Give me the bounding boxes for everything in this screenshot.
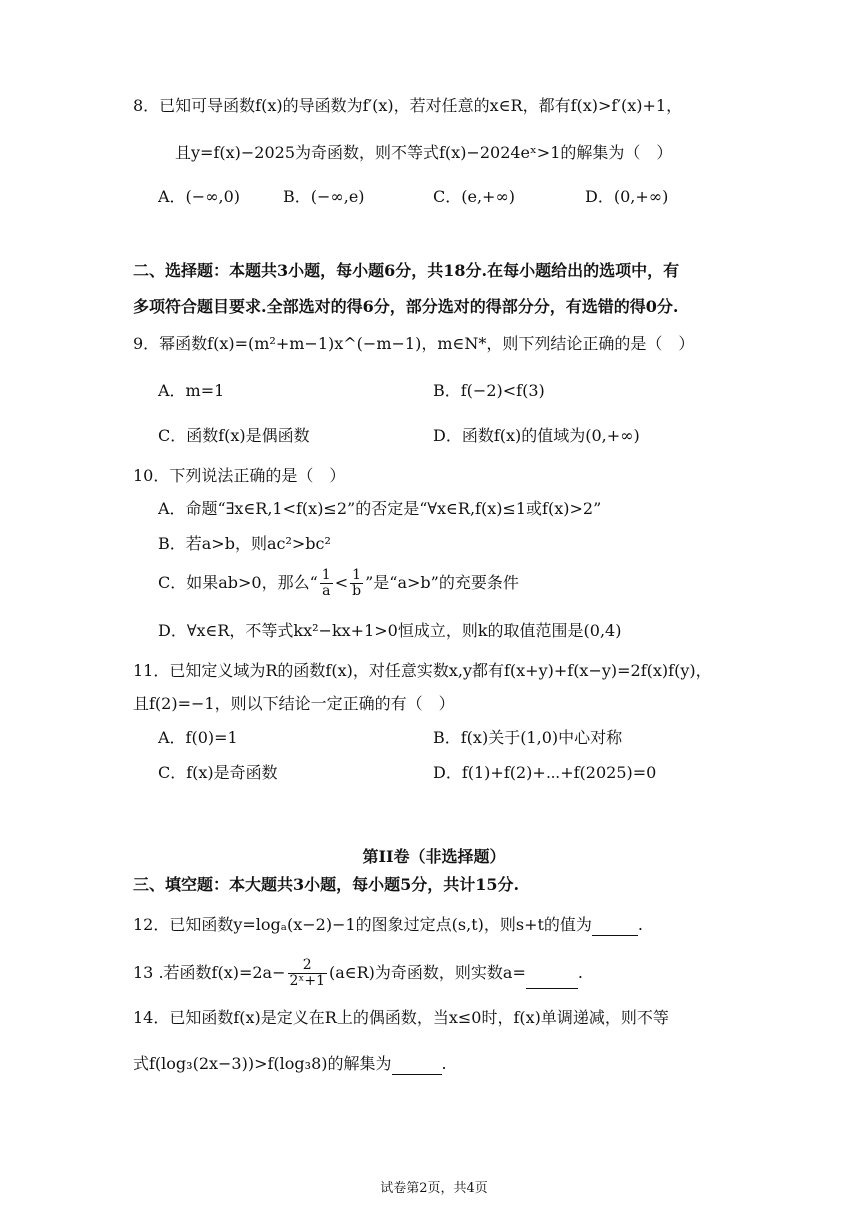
q13-denominator: 2ˣ+1 [289, 973, 325, 989]
q10-frac1-numerator: 1 [321, 567, 331, 583]
q14-line1: 14．已知函数f(x)是定义在R上的偶函数，当x≤0时，f(x)单调递减，则不等 [133, 1008, 669, 1027]
q11-option-d: D．f(1)+f(2)+⋯+f(2025)=0 [433, 763, 657, 782]
q10-frac1-denominator: a [322, 583, 331, 599]
q14-answer-blank [392, 1058, 442, 1075]
q11-line2: 且f(2)=−1，则以下结论一定正确的有（ ） [133, 694, 455, 713]
q13-period: . [577, 963, 583, 982]
q12-answer-blank [592, 919, 638, 936]
q8-option-c: C．(e,+∞) [433, 187, 516, 206]
q10-option-d: D．∀x∈R，不等式kx²−kx+1>0恒成立，则k的取值范围是(0,4) [158, 621, 622, 640]
q10-option-a: A．命题“∃x∈R,1<f(x)≤2”的否定是“∀x∈R,f(x)≤1或f(x)>2” [158, 499, 602, 518]
q10-option-c-pre: C．如果ab>0，那么“ [158, 573, 318, 592]
q10-option-c [158, 568, 519, 599]
q12 [133, 914, 643, 936]
q10-fraction-1-over-b [350, 568, 363, 599]
q8-line1: 8．已知可导函数f(x)的导函数为f′(x)，若对任意的x∈R，都有f(x)>f′(x)+1， [133, 96, 683, 115]
q10-frac2-denominator: b [352, 583, 362, 599]
q10-option-b: B．若a>b，则ac²>bc² [158, 534, 331, 553]
q12-period: . [637, 915, 644, 934]
q9-option-b: B．f(−2)<f(3) [433, 381, 545, 400]
section3-heading: 三、填空题：本大题共3小题，每小题5分，共计15分. [133, 875, 520, 894]
q11-option-c: C．f(x)是奇函数 [158, 763, 278, 782]
q14-text: 式f(log₃(2x−3))>f(log₃8)的解集为 [133, 1054, 392, 1073]
q8-option-d: D．(0,+∞) [585, 187, 669, 206]
q13-fraction [288, 958, 327, 989]
q14-period: . [441, 1054, 447, 1073]
part2-title: 第II卷（非选择题） [362, 847, 506, 866]
q14-line2 [133, 1053, 447, 1075]
q10-stem: 10．下列说法正确的是（ ） [133, 466, 346, 485]
q13-text-mid: (a∈R)为奇函数，则实数a= [328, 963, 526, 982]
q11-option-b: B．f(x)关于(1,0)中心对称 [433, 728, 623, 747]
q9-stem: 9．幂函数f(x)=(m²+m−1)x^(−m−1)，m∈N*，则下列结论正确的是（ ） [133, 334, 695, 353]
q13-text-pre: 13 .若函数f(x)=2a− [133, 963, 286, 982]
q12-text: 12．已知函数y=logₐ(x−2)−1的图象过定点(s,t)，则s+t的值为 [133, 915, 592, 934]
q13-numerator: 2 [288, 958, 327, 974]
section2-heading-line2: 多项符合题目要求.全部选对的得6分，部分选对的得部分分，有选错的得0分. [133, 297, 679, 316]
page-footer: 试卷第2页，共4页 [380, 1181, 488, 1196]
q10-option-c-post: ”是“a>b”的充要条件 [365, 573, 519, 592]
q10-frac2-numerator: 1 [350, 568, 363, 584]
q9-option-c: C．函数f(x)是偶函数 [158, 426, 310, 445]
q8-line2: 且y=f(x)−2025为奇函数，则不等式f(x)−2024eˣ>1的解集为（ ） [175, 143, 673, 162]
q11-line1: 11．已知定义域为R的函数f(x)，对任意实数x,y都有f(x+y)+f(x−y)=2f(x)f(y)， [133, 661, 712, 680]
q8-option-a: A．(−∞,0) [158, 187, 241, 206]
q13-answer-blank [526, 972, 578, 989]
q9-option-d: D．函数f(x)的值域为(0,+∞) [433, 426, 640, 445]
q10-option-c-less-than: < [334, 573, 349, 592]
section2-heading-line1: 二、选择题：本题共3小题，每小题6分，共18分.在每小题给出的选项中，有 [133, 261, 680, 280]
q10-fraction-1-over-a [320, 568, 333, 599]
q13 [133, 958, 583, 989]
q8-option-b: B．(−∞,e) [283, 187, 365, 206]
q11-option-a: A．f(0)=1 [158, 728, 238, 747]
q9-option-a: A．m=1 [158, 381, 225, 400]
